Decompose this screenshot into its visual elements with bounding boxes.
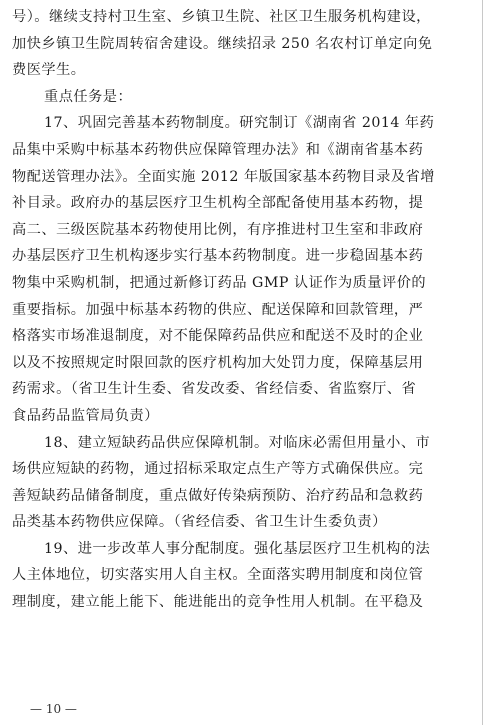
text-line: 以及不按照规定时限回款的医疗机构加大处罚力度，保障基层用 [12, 354, 424, 371]
text-line: 物配送管理办法》。全面实施 2012 年版国家基本药物目录及省增 [12, 168, 435, 185]
text-line: 品集中采购中标基本药物供应保障管理办法》和《湖南省基本药 [12, 141, 424, 158]
text-line: 物集中采购机制，把通过新修订药品 GMP 认证作为质量评价的 [12, 274, 427, 291]
text-line: 补目录。政府办的基层医疗卫生机构全部配备使用基本药物，提 [12, 195, 424, 212]
text-line: 理制度，建立能上能下、能进能出的竞争性用人机制。在平稳及 [12, 594, 424, 611]
text-line: 高二、三级医院基本药物使用比例，有序推进村卫生室和非政府 [12, 221, 424, 238]
text-line: 费医学生。 [12, 62, 86, 79]
page-edge-divider [482, 0, 483, 725]
task-17-heading: 17、巩固完善基本药物制度。研究制订《湖南省 2014 年药 [44, 115, 435, 132]
text-line: 场供应短缺的药物，通过招标采取定点生产等方式确保供应。完 [12, 461, 424, 478]
text-line: 办基层医疗卫生机构逐步实行基本药物制度。进一步稳固基本药 [12, 248, 424, 265]
body-text [12, 4, 482, 616]
text-line: 号）。继续支持村卫生室、乡镇卫生院、社区卫生服务机构建设， [12, 9, 431, 25]
text-line: 品类基本药物供应保障。（省经信委、省卫生计生委负责） [12, 514, 387, 531]
text-line: 格落实市场准退制度，对不能保障药品供应和配送不及时的企业 [12, 328, 424, 345]
text-line: 重要指标。加强中标基本药物的供应、配送保障和回款管理，严 [12, 301, 424, 318]
page-number: — 10 — [30, 702, 77, 716]
text-line: 人主体地位，切实落实用人自主权。全面落实聘用制度和岗位管 [12, 567, 424, 584]
task-18-heading: 18、建立短缺药品供应保障机制。对临床必需但用量小、市 [44, 434, 431, 451]
text-line: 药需求。（省卫生计生委、省发改委、省经信委、省监察厅、省 [12, 381, 417, 398]
section-heading: 重点任务是： [44, 88, 133, 105]
text-line: 加快乡镇卫生院周转宿舍建设。继续招录 250 名农村订单定向免 [12, 35, 433, 52]
text-line: 食品药品监管局负责） [12, 407, 159, 424]
text-line: 善短缺药品储备制度，重点做好传染病预防、治疗药品和急救药 [12, 487, 424, 504]
task-19-heading: 19、进一步改革人事分配制度。强化基层医疗卫生机构的法 [44, 540, 431, 557]
